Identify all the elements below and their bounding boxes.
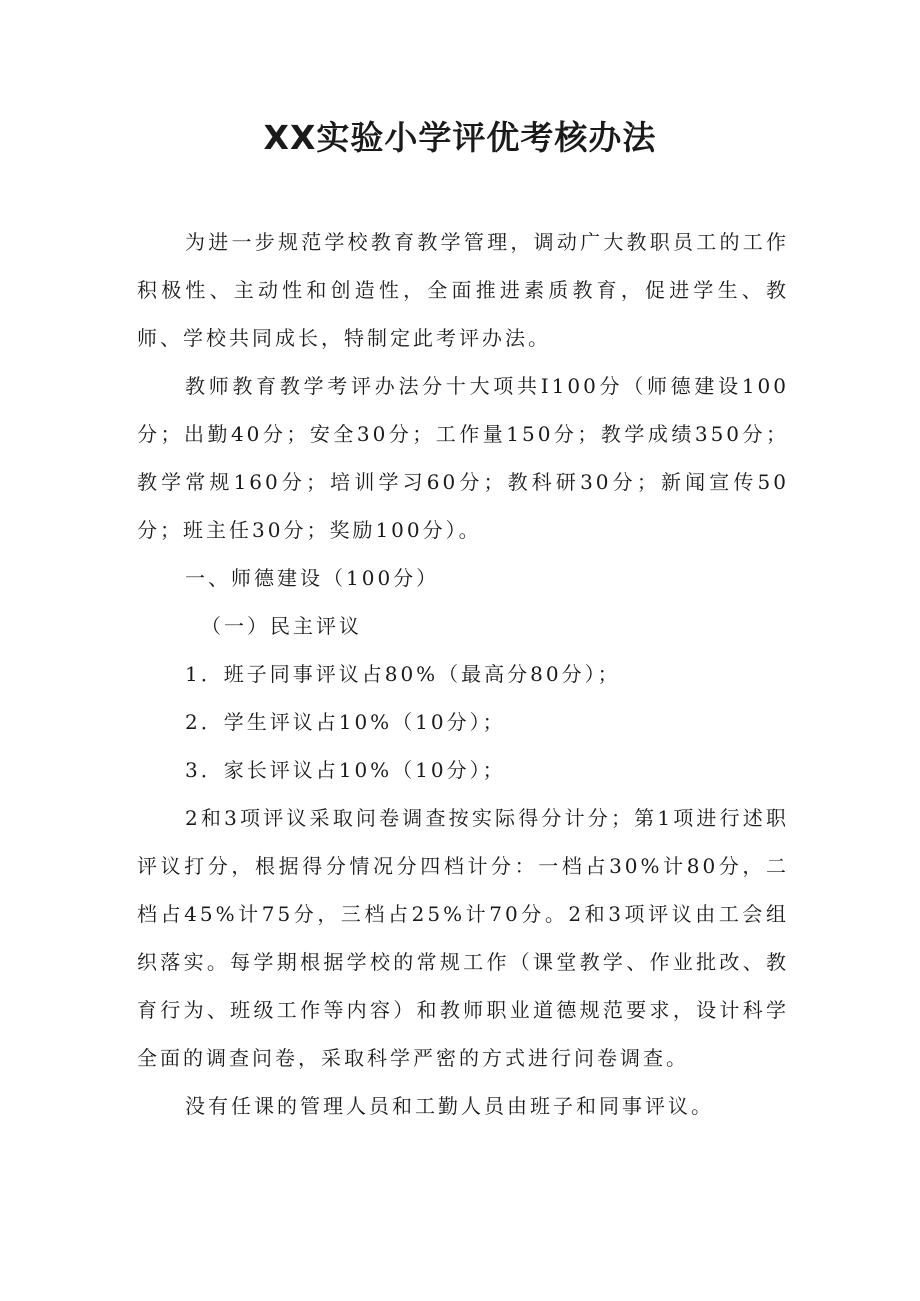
section-heading: 一、师德建设（100分） (185, 566, 440, 590)
evaluation-paragraph: 2和3项评议采取问卷调查按实际得分计分；第1项进行述职评议打分，根据得分情况分四档计分：一档占30%计80分，二档占45%计75分，三档占25%计70分。2和3项评议由工会组织落实。每学期根据学校的常规工作（课堂教学、作业批改、教育行为、班级工作等内容）和教师职业道德规范要求，设计科学全面的调查问卷，采取科学严密的方式进行问卷调查。 (137, 806, 789, 1070)
document-body (137, 218, 789, 1130)
list-item: 2．学生评议占10%（10分）； (185, 710, 506, 734)
scoring-overview-paragraph: 教师教育教学考评办法分十大项共I100分（师德建设100分；出勤40分；安全30分；工作量150分；教学成绩350分；教学常规160分；培训学习60分；教科研30分；新闻宣传50分；班主任30分；奖励100分）。 (137, 374, 789, 542)
subsection-heading: （一）民主评议 (201, 614, 362, 638)
list-item: 1．班子同事评议占80%（最高分80分）； (185, 662, 621, 686)
intro-paragraph: 为进一步规范学校教育教学管理，调动广大教职员工的工作积极性、主动性和创造性，全面推进素质教育，促进学生、教师、学校共同成长，特制定此考评办法。 (137, 230, 789, 350)
document-title: XX实验小学评优考核办法 (263, 118, 657, 157)
list-item: 3．家长评议占10%（10分）； (185, 758, 506, 782)
closing-paragraph: 没有任课的管理人员和工勤人员由班子和同事评议。 (185, 1094, 714, 1118)
